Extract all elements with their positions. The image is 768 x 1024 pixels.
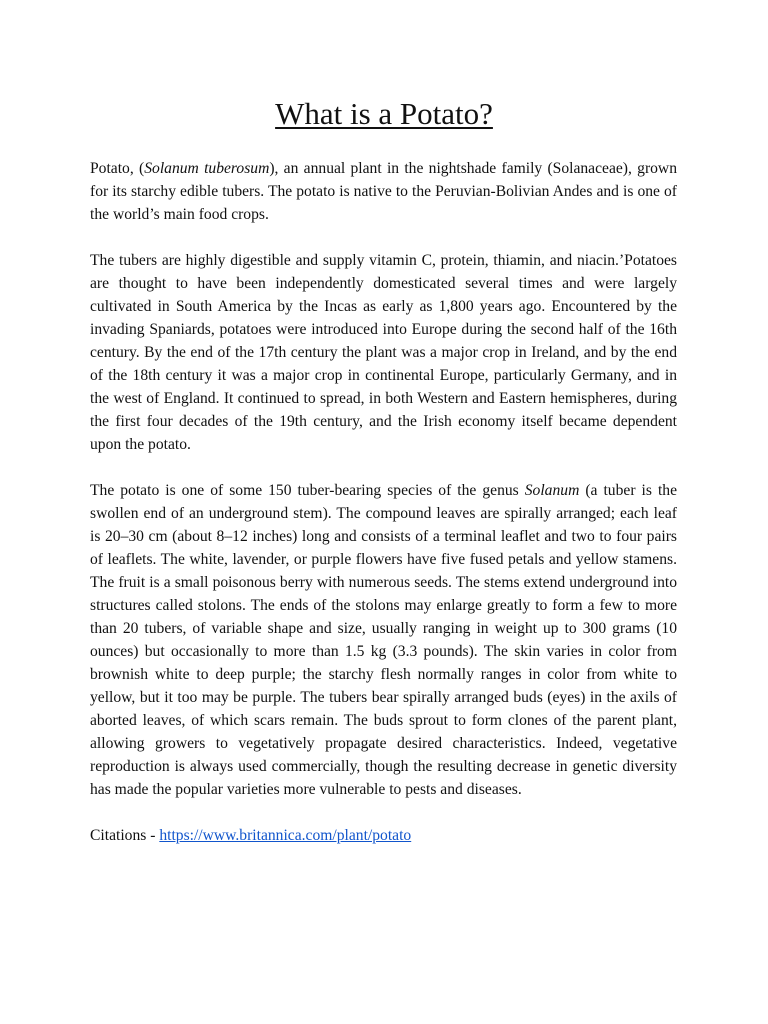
citation-label: Citations - (90, 827, 160, 844)
paragraph-botany-text-end: (a tuber is the swollen end of an underground stem). The compound leaves are spirally arranged; each leaf is 20–30 cm (about 8–12 inches) long and consists of a terminal leaflet and two to four pairs of leaflets. The white, lavender, or purple flowers have five fused petals and yellow stamens. The fruit is a small poisonous berry with numerous seeds. The stems extend underground into structures called stolons. The ends of the stolons may enlarge greatly to form a few to more than 20 tubers, of variable shape and size, usually ranging in weight up to 300 grams (10 ounces) but occasionally to more than 1.5 kg (3.3 pounds). The skin varies in color from brownish white to deep purple; the starchy flesh normally ranges in color from white to yellow, but it too may be purple. The tubers bear spirally arranged buds (eyes) in the axils of aborted leaves, of which scars remain. The buds sprout to form clones of the parent plant, allowing growers to vegetatively propagate desired characteristics. Indeed, vegetative reproduction is always used commercially, though the resulting decrease in genetic diversity has made the popular varieties more vulnerable to pests and diseases. (90, 482, 677, 798)
genus-name: Solanum (524, 482, 580, 499)
scientific-name: Solanum tuberosum (144, 160, 270, 177)
paragraph-intro-text-start: Potato, ( (90, 160, 145, 177)
paragraph-botany-text-start: The potato is one of some 150 tuber-bearing species of the genus (90, 482, 525, 499)
page-title: What is a Potato? (275, 96, 493, 131)
citation-line (90, 824, 677, 847)
paragraph-history: The tubers are highly digestible and supply vitamin C, protein, thiamin, and niacin.’Potatoes are thought to have been independently domesticated several times and were largely cultivated in South America by the Incas as early as 1,800 years ago. Encountered by the invading Spaniards, potatoes were introduced into Europe during the second half of the 16th century. By the end of the 17th century the plant was a major crop in Ireland, and by the end of the 18th century it was a major crop in continental Europe, particularly Germany, and in the west of England. It continued to spread, in both Western and Eastern hemispheres, during the first four decades of the 19th century, and the Irish economy itself became dependent upon the potato. (90, 252, 677, 453)
document-body (90, 157, 677, 847)
citation-link[interactable]: https://www.britannica.com/plant/potato (159, 827, 412, 844)
paragraph-intro (90, 157, 677, 226)
paragraph-botany (90, 479, 677, 801)
paragraph-intro-text-end: ), an annual plant in the nightshade family (Solanaceae), grown for its starchy edible tubers. The potato is native to the Peruvian-Bolivian Andes and is one of the world’s main food crops. (90, 160, 677, 223)
